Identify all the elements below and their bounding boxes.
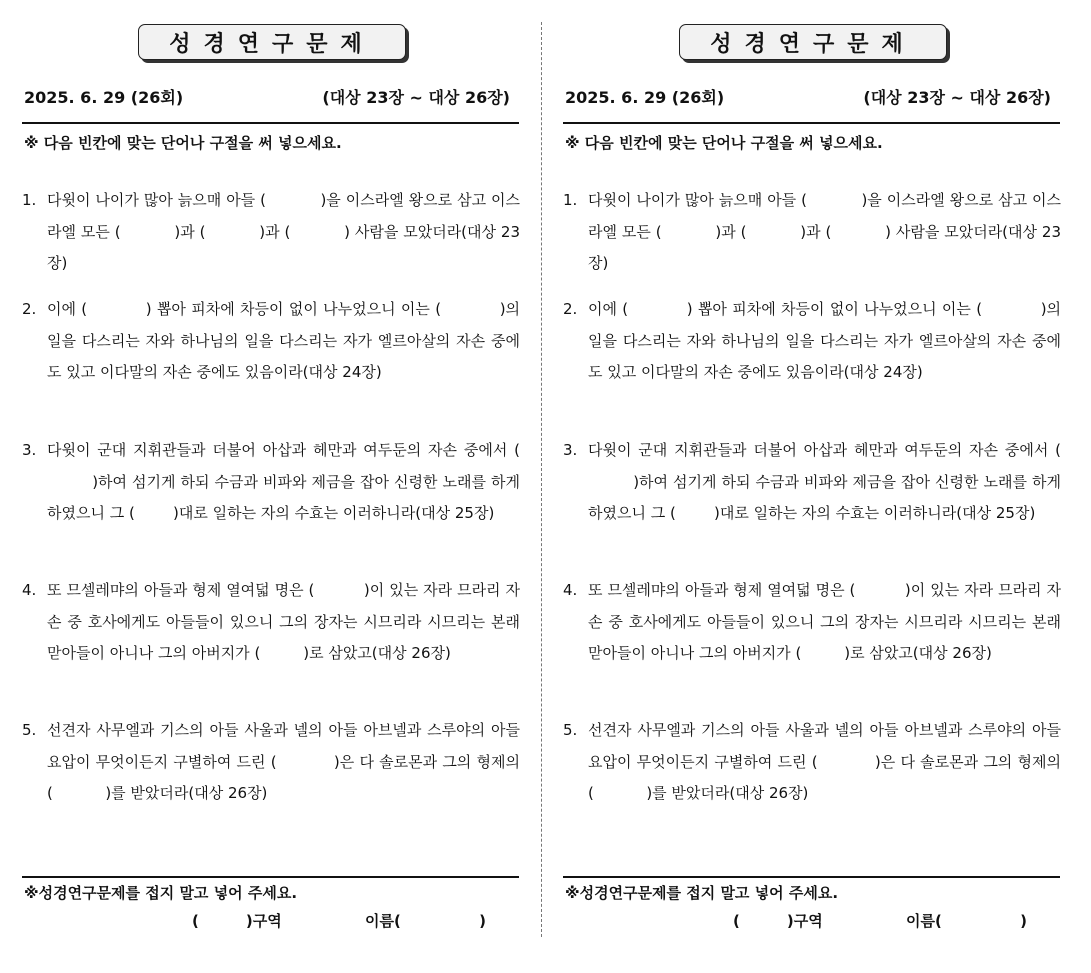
cut-line-divider xyxy=(541,22,542,937)
answer-blank[interactable] xyxy=(831,223,885,241)
footer-note: ※성경연구문제를 접지 말고 넣어 주세요. xyxy=(565,884,839,902)
answer-blank[interactable] xyxy=(855,581,905,599)
question-number: 3. xyxy=(22,441,37,459)
question-3 xyxy=(22,435,520,530)
answer-blank[interactable] xyxy=(47,473,92,491)
question-text: 다윗이 나이가 많아 늙으매 아들 ( )을 이스라엘 왕으로 삼고 이스라엘 모든 ( )과 ( )과 ( ) 사람을 모았더라(대상 23장) xyxy=(588,191,1061,272)
answer-blank[interactable] xyxy=(314,581,364,599)
question-1 xyxy=(22,185,520,280)
answer-blank[interactable] xyxy=(205,223,259,241)
question-text: 다윗이 군대 지휘관들과 더불어 아삽과 헤만과 여두둔의 자손 중에서 ( )하여 섬기게 하되 수금과 비파와 제금을 잡아 신령한 노래를 하게 하였으니 그 ( )대로 일하는 자의 수효는 이러하니라(대상 25장) xyxy=(47,441,520,522)
answer-blank[interactable] xyxy=(676,504,714,522)
district-field[interactable]: ( )구역 xyxy=(733,912,823,930)
bottom-rule xyxy=(563,876,1060,878)
answer-blank[interactable] xyxy=(53,784,105,802)
instruction: ※ 다음 빈칸에 맞는 단어나 구절을 써 넣으세요. xyxy=(24,134,342,152)
question-number: 4. xyxy=(563,581,578,599)
worksheet-title: 성경연구문제 xyxy=(679,24,947,60)
question-text: 선견자 사무엘과 기스의 아들 사울과 넬의 아들 아브넬과 스루야의 아들 요압이 무엇이든지 구별하여 드린 ( )은 다 솔로몬과 그의 형제의 ( )를 받았더라(대상 26장) xyxy=(47,721,520,802)
answer-blank[interactable] xyxy=(594,784,646,802)
worksheet-title: 성경연구문제 xyxy=(138,24,406,60)
question-text: 이에 ( ) 뽑아 피차에 차등이 없이 나누었으니 이는 ( )의 일을 다스리는 자와 하나님의 일을 다스리는 자가 엘르아살의 자손 중에도 있고 이다말의 자손 중에도 있음이라(대상 24장) xyxy=(47,300,521,381)
answer-blank[interactable] xyxy=(441,300,500,318)
question-number: 5. xyxy=(22,721,37,739)
district-field[interactable]: ( )구역 xyxy=(192,912,282,930)
name-field[interactable]: 이름( ) xyxy=(365,912,487,930)
question-2 xyxy=(563,294,1061,389)
instruction: ※ 다음 빈칸에 맞는 단어나 구절을 써 넣으세요. xyxy=(565,134,883,152)
answer-blank[interactable] xyxy=(277,753,334,771)
question-1 xyxy=(563,185,1061,280)
footer-note: ※성경연구문제를 접지 말고 넣어 주세요. xyxy=(24,884,298,902)
answer-blank[interactable] xyxy=(746,223,800,241)
question-number: 3. xyxy=(563,441,578,459)
info-row xyxy=(24,85,516,111)
answer-blank[interactable] xyxy=(801,644,844,662)
answer-blank[interactable] xyxy=(588,473,633,491)
issue-date: 2025. 6. 29 (26회) xyxy=(24,88,184,107)
question-text: 이에 ( ) 뽑아 피차에 차등이 없이 나누었으니 이는 ( )의 일을 다스리는 자와 하나님의 일을 다스리는 자가 엘르아살의 자손 중에도 있고 이다말의 자손 중에도 있음이라(대상 24장) xyxy=(588,300,1062,381)
answer-blank[interactable] xyxy=(662,223,716,241)
question-5 xyxy=(22,715,520,810)
answer-blank[interactable] xyxy=(121,223,175,241)
top-rule xyxy=(563,122,1060,124)
question-number: 2. xyxy=(22,300,37,318)
question-number: 2. xyxy=(563,300,578,318)
answer-blank[interactable] xyxy=(807,191,861,209)
answer-blank[interactable] xyxy=(818,753,875,771)
answer-blank[interactable] xyxy=(290,223,344,241)
top-rule xyxy=(22,122,519,124)
answer-blank[interactable] xyxy=(260,644,303,662)
question-4 xyxy=(22,575,520,670)
question-number: 1. xyxy=(563,191,578,209)
worksheet-right xyxy=(563,0,1063,973)
question-text: 또 므셀레먀의 아들과 형제 열여덟 명은 ( )이 있는 자라 므라리 자손 중 호사에게도 아들들이 있으니 그의 장자는 시므리라 시므리는 본래 맏아들이 아니나 그의 아버지가 ( )로 삼았고(대상 26장) xyxy=(47,581,520,662)
worksheet-left xyxy=(22,0,522,973)
answer-blank[interactable] xyxy=(87,300,146,318)
question-4 xyxy=(563,575,1061,670)
answer-blank[interactable] xyxy=(266,191,320,209)
bottom-rule xyxy=(22,876,519,878)
question-text: 선견자 사무엘과 기스의 아들 사울과 넬의 아들 아브넬과 스루야의 아들 요압이 무엇이든지 구별하여 드린 ( )은 다 솔로몬과 그의 형제의 ( )를 받았더라(대상 26장) xyxy=(588,721,1061,802)
question-number: 1. xyxy=(22,191,37,209)
question-number: 5. xyxy=(563,721,578,739)
question-text: 또 므셀레먀의 아들과 형제 열여덟 명은 ( )이 있는 자라 므라리 자손 중 호사에게도 아들들이 있으니 그의 장자는 시므리라 시므리는 본래 맏아들이 아니나 그의 아버지가 ( )로 삼았고(대상 26장) xyxy=(588,581,1061,662)
info-row xyxy=(565,85,1057,111)
chapter-range: (대상 23장 ~ 대상 26장) xyxy=(863,88,1051,107)
issue-date: 2025. 6. 29 (26회) xyxy=(565,88,725,107)
answer-blank[interactable] xyxy=(628,300,687,318)
question-3 xyxy=(563,435,1061,530)
answer-blank[interactable] xyxy=(982,300,1041,318)
name-field[interactable]: 이름( ) xyxy=(906,912,1028,930)
question-number: 4. xyxy=(22,581,37,599)
question-2 xyxy=(22,294,520,389)
chapter-range: (대상 23장 ~ 대상 26장) xyxy=(322,88,510,107)
footer-fields xyxy=(733,910,1058,934)
answer-blank[interactable] xyxy=(135,504,173,522)
question-5 xyxy=(563,715,1061,810)
question-text: 다윗이 나이가 많아 늙으매 아들 ( )을 이스라엘 왕으로 삼고 이스라엘 모든 ( )과 ( )과 ( ) 사람을 모았더라(대상 23장) xyxy=(47,191,520,272)
footer-fields xyxy=(192,910,517,934)
question-text: 다윗이 군대 지휘관들과 더불어 아삽과 헤만과 여두둔의 자손 중에서 ( )하여 섬기게 하되 수금과 비파와 제금을 잡아 신령한 노래를 하게 하였으니 그 ( )대로 일하는 자의 수효는 이러하니라(대상 25장) xyxy=(588,441,1061,522)
